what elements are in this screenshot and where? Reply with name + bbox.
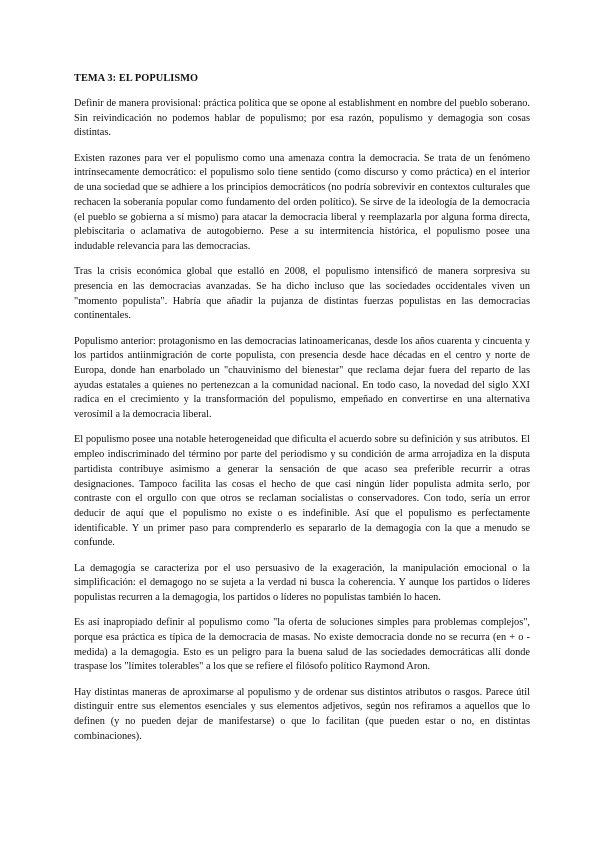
page-title: TEMA 3: EL POPULISMO <box>74 73 199 84</box>
paragraph-demagogy: La demagogia se caracteriza por el uso persuasivo de la exageración, la manipulación emocional o la simplificación: el demagogo no se sujeta a la verdad ni busca la coherencia. Y aunque los partidos o líderes populistas recurren a la demagogia, los partidos o líderes no populistas también lo hacen. <box>74 562 530 604</box>
paragraph-economic-crisis: Tras la crisis económica global que estalló en 2008, el populismo intensificó de manera sorpresiva su presencia en las democracias avanzadas. Se ha dicho incluso que las sociedades occidentales viven un "momento populista". Habría que añadir la pujanza de distintas fuerzas populistas en las democracias continentales. <box>74 266 530 322</box>
document-body <box>74 72 530 755</box>
paragraph-democratic-threat: Existen razones para ver el populismo como una amenaza contra la democracia. Se trata de un fenómeno intrínsecamente democrático: el populismo solo tiene sentido (como discurso y como práctica) en el interior de una sociedad que se adhiere a los principios democráticos (no podría sobrevivir en contextos culturales que rechacen la soberanía popular como fundamento del orden político). Se sirve de la ideología de la democracia (el pueblo se gobierna a sí mismo) para atacar la democracia liberal y reemplazarla por alguna forma directa, plebiscitaria o aclamativa de autogobierno. Pese a su intermitencia histórica, el populismo posee una indudable relevancia para las democracias. <box>74 152 530 252</box>
paragraph-previous-populism: Populismo anterior: protagonismo en las democracias latinoamericanas, desde los años cuarenta y cincuenta y los partidos antiinmigración de corte populista, con presencia desde hace décadas en el centro y norte de Europa, donde han enarbolado un "chauvinismo del bienestar" que reclama dejar fuera del reparto de las ayudas estatales a quienes no pertenezcan a la comunidad nacional. En todo caso, la novedad del siglo XXI radica en el crecimiento y la transformación del populismo, empeñado en convertirse en una alternativa verosímil a la democracia liberal. <box>74 335 530 421</box>
paragraph-definition: Definir de manera provisional: práctica política que se opone al establishment en nombre del pueblo soberano. Sin reivindicación no podemos hablar de populismo; por esa razón, populismo y demagogia son cosas distintas. <box>74 98 530 139</box>
paragraph-heterogeneity: El populismo posee una notable heterogeneidad que dificulta el acuerdo sobre su definición y sus atributos. El empleo indiscriminado del término por parte del periodismo y su condición de arma arrojadiza en la disputa partidista contribuye asimismo a generar la sensación de que acaso sea preferible recurrir a otras designaciones. Tampoco facilita las cosas el hecho de que casi ningún líder populista admita serlo, por contraste con el orgullo con que otros se reclaman socialistas o conservadores. Con todo, sería un error deducir de aquí que el populismo no existe o es indefinible. Así que el populismo es perfectamente identificable. Y un primer paso para comprenderlo es separarlo de la demagogia con la que a menudo se confunde. <box>74 434 530 549</box>
paragraph-attributes: Hay distintas maneras de aproximarse al populismo y de ordenar sus distintos atributos o rasgos. Parece útil distinguir entre sus elementos esenciales y sus elementos adjetivos, según nos refiramos a aquellos que lo definen (y no pueden dejar de manifestarse) o que lo facilitan (que pueden estar o no, en distintas combinaciones). <box>74 686 530 742</box>
paragraph-inappropriate-definition: Es así inapropiado definir al populismo como "la oferta de soluciones simples para problemas complejos", porque esa práctica es típica de la democracia de masas. No existe democracia donde no se recurra (en + o - medida) a la demagogia. Esto es un peligro para la buena salud de las sociedades democráticas allí donde traspase los "límites tolerables" a los que se refiere el filósofo político Raymond Aron. <box>74 617 530 673</box>
